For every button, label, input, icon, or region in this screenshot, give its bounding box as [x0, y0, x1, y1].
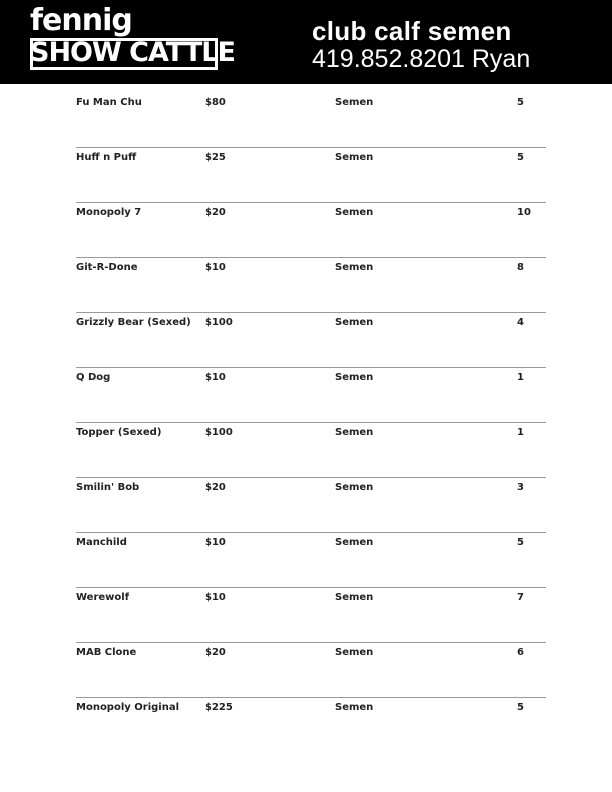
row-divider: [76, 532, 546, 533]
row-divider: [76, 587, 546, 588]
quantity: 6: [517, 647, 524, 658]
bull-name: Werewolf: [76, 592, 130, 603]
list-row: [0, 262, 612, 317]
product-type: Semen: [335, 482, 374, 493]
page-title: club calf semen: [312, 16, 512, 46]
row-divider: [76, 477, 546, 478]
list-row: [0, 97, 612, 152]
price: $10: [205, 262, 226, 273]
bull-name: Manchild: [76, 537, 127, 548]
quantity: 5: [517, 97, 524, 108]
price: $25: [205, 152, 226, 163]
list-row: [0, 372, 612, 427]
row-divider: [76, 147, 546, 148]
logo-wordmark-bottom: SHOW CATTLE: [30, 37, 235, 68]
row-divider: [76, 642, 546, 643]
quantity: 4: [517, 317, 524, 328]
row-divider: [76, 697, 546, 698]
product-type: Semen: [335, 262, 374, 273]
product-type: Semen: [335, 97, 374, 108]
quantity: 5: [517, 537, 524, 548]
bull-name: Monopoly Original: [76, 702, 180, 713]
product-type: Semen: [335, 702, 374, 713]
quantity: 5: [517, 702, 524, 713]
bull-name: Monopoly 7: [76, 207, 142, 218]
quantity: 10: [517, 207, 531, 218]
price: $10: [205, 592, 226, 603]
quantity: 1: [517, 372, 524, 383]
price: $20: [205, 482, 226, 493]
product-type: Semen: [335, 207, 374, 218]
contact-phone: 419.852.8201 Ryan: [312, 45, 531, 73]
list-row: [0, 482, 612, 537]
list-row: [0, 647, 612, 702]
row-divider: [76, 312, 546, 313]
row-divider: [76, 202, 546, 203]
bull-name: Git-R-Done: [76, 262, 138, 273]
product-type: Semen: [335, 372, 374, 383]
product-type: Semen: [335, 152, 374, 163]
bull-name: Huff n Puff: [76, 152, 137, 163]
list-row: [0, 702, 612, 757]
price: $10: [205, 537, 226, 548]
list-row: [0, 152, 612, 207]
price: $100: [205, 427, 233, 438]
product-type: Semen: [335, 647, 374, 658]
price: $100: [205, 317, 233, 328]
list-row: [0, 427, 612, 482]
quantity: 5: [517, 152, 524, 163]
list-row: [0, 207, 612, 262]
product-type: Semen: [335, 592, 374, 603]
quantity: 7: [517, 592, 524, 603]
quantity: 1: [517, 427, 524, 438]
bull-name: Fu Man Chu: [76, 97, 142, 108]
price: $10: [205, 372, 226, 383]
list-row: [0, 537, 612, 592]
quantity: 3: [517, 482, 524, 493]
product-type: Semen: [335, 427, 374, 438]
logo-wordmark-top: fennig: [30, 3, 132, 38]
row-divider: [76, 422, 546, 423]
row-divider: [76, 257, 546, 258]
price: $20: [205, 207, 226, 218]
bull-name: MAB Clone: [76, 647, 137, 658]
row-divider: [76, 367, 546, 368]
price: $80: [205, 97, 226, 108]
bull-name: Smilin' Bob: [76, 482, 140, 493]
list-row: [0, 317, 612, 372]
bull-name: Topper (Sexed): [76, 427, 162, 438]
list-row: [0, 592, 612, 647]
bull-name: Grizzly Bear (Sexed): [76, 317, 191, 328]
quantity: 8: [517, 262, 524, 273]
price: $225: [205, 702, 233, 713]
price: $20: [205, 647, 226, 658]
product-type: Semen: [335, 537, 374, 548]
bull-name: Q Dog: [76, 372, 111, 383]
product-type: Semen: [335, 317, 374, 328]
